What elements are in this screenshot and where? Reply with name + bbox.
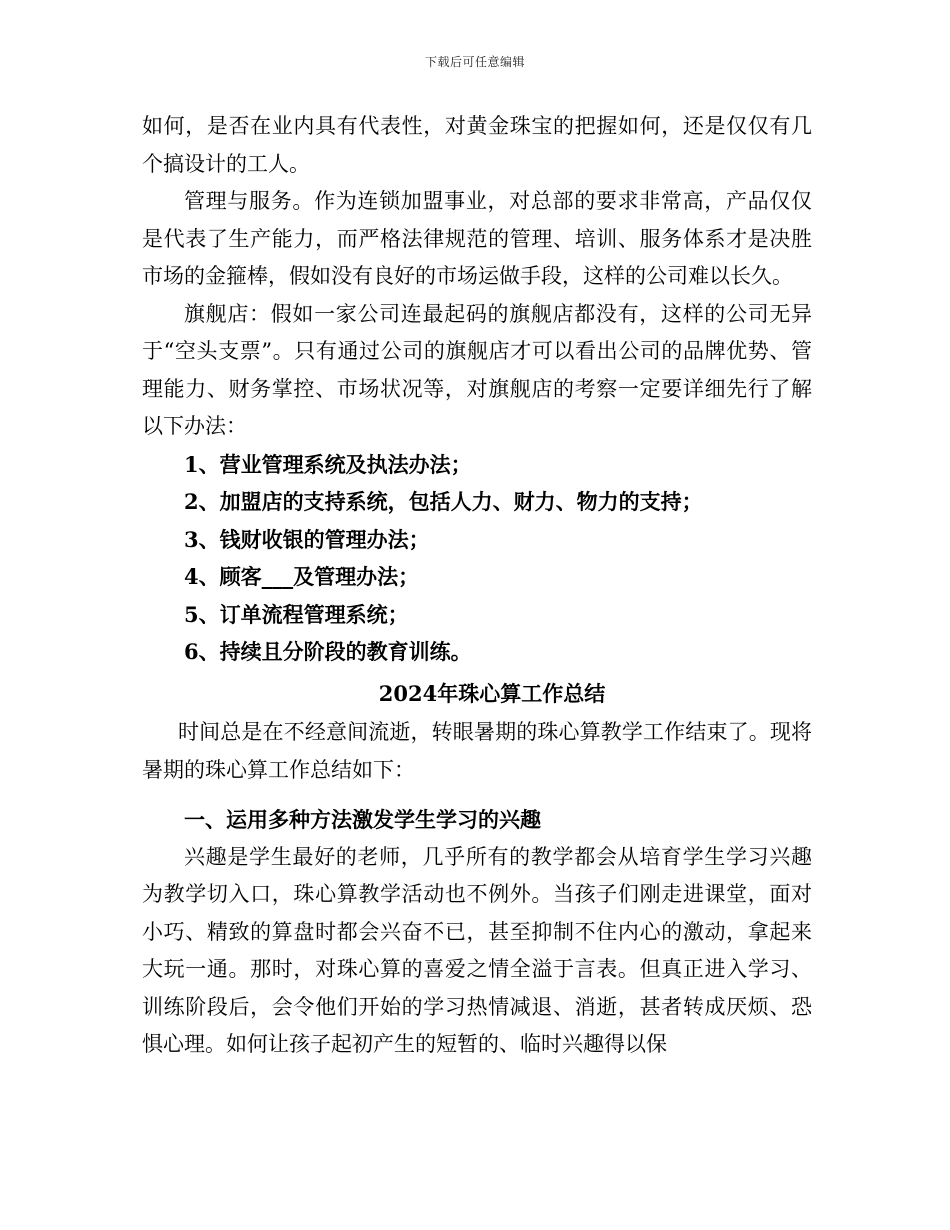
paragraph-interest: 兴趣是学生最好的老师，几乎所有的教学都会从培育学生学习兴趣为教学切入口，珠心算教学活动也不例外。当孩子们刚走进课堂，面对小巧、精致的算盘时都会兴奋不已，甚至抑制不住内心的激动，拿起来大玩一通。那时，对珠心算的喜爱之情全溢于言表。但真正进入学习、训练阶段后，会令他们开始的学习热情减退、消逝，甚者转成厌烦、恐惧心理。如何让孩子起初产生的短暂的、临时兴趣得以保 (142, 844, 812, 1056)
section-title: 2024年珠心算工作总结 (378, 680, 606, 706)
list-item: 6、持续且分阶段的教育训练。 (184, 639, 472, 664)
page-header-note: 下载后可任意编辑 (424, 55, 525, 69)
paragraph-management: 管理与服务。作为连锁加盟事业，对总部的要求非常高，产品仅仅是代表了生产能力，而严格法律规范的管理、培训、服务体系才是决胜市场的金箍棒，假如没有良好的市场运做手段，这样的公司难以长久。 (142, 189, 812, 288)
list-item: 3、钱财收银的管理办法； (184, 526, 430, 552)
paragraph-1: 如何，是否在业内具有代表性，对黄金珠宝的把握如何，还是仅仅有几个搞设计的工人。 (142, 114, 812, 176)
intro-paragraph: 时间总是在不经意间流逝，转眼暑期的珠心算教学工作结束了。现将暑期的珠心算工作总结如下： (142, 720, 812, 782)
document-body (142, 108, 812, 1064)
list-item: 4、顾客___及管理办法； (184, 564, 420, 589)
paragraph-flagship: 旗舰店：假如一家公司连最起码的旗舰店都没有，这样的公司无异于“空头支票”。只有通过公司的旗舰店才可以看出公司的品牌优势、管理能力、财务掌控、市场状况等，对旗舰店的考察一定要详细先行了解以下办法： (142, 301, 812, 438)
method-list (142, 446, 812, 671)
list-item: 5、订单流程管理系统； (184, 601, 409, 627)
list-item: 1、营业管理系统及执法办法； (184, 451, 472, 477)
list-item: 2、加盟店的支持系统，包括人力、财力、物力的支持； (184, 489, 703, 514)
subheading: 一、运用多种方法激发学生学习的兴趣 (184, 807, 541, 832)
